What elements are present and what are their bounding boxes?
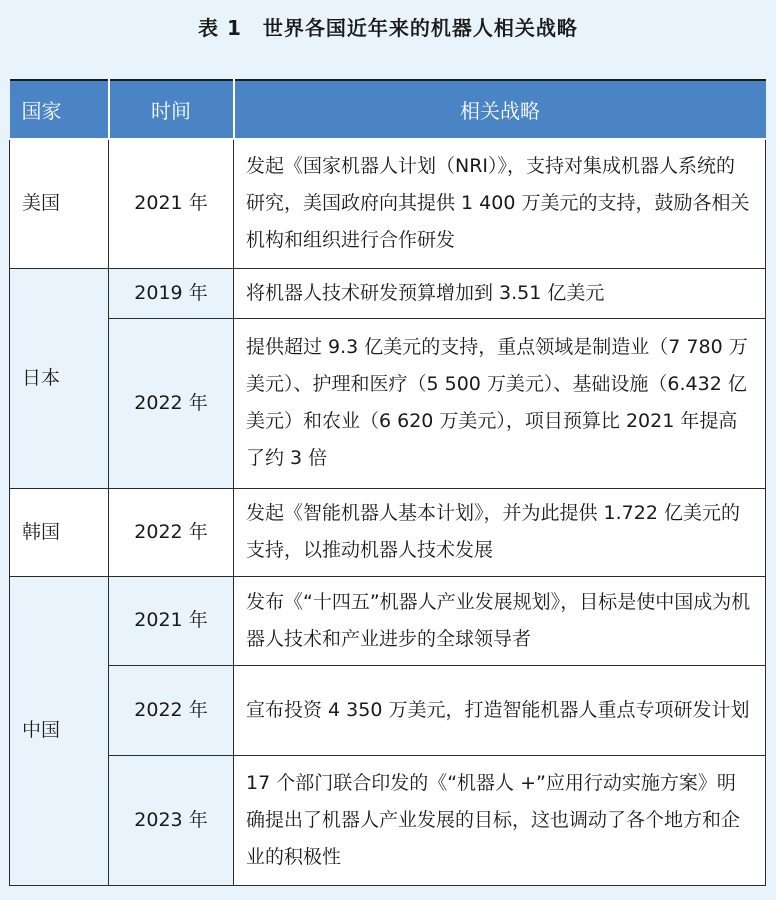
year-cell: 2023 年 [109,755,234,885]
strategy-cell: 发起《国家机器人计划（NRI）》，支持对集成机器人系统的研究，美国政府向其提供 1 400 万美元的支持，鼓励各相关机构和组织进行合作研发 [234,139,766,268]
table-row [10,755,766,885]
year-cell: 2021 年 [109,576,234,665]
header-strategy: 相关战略 [234,80,766,139]
table-row [10,665,766,755]
strategy-cell: 发布《“十四五”机器人产业发展规划》，目标是使中国成为机器人技术和产业进步的全球领导者 [234,576,766,665]
header-year: 时间 [109,80,234,139]
strategy-cell: 发起《智能机器人基本计划》，并为此提供 1.722 亿美元的支持，以推动机器人技术发展 [234,488,766,576]
year-cell: 2022 年 [109,665,234,755]
year-cell: 2022 年 [109,488,234,576]
table-row [10,139,766,268]
robot-strategy-table [9,79,766,886]
country-cell: 美国 [10,139,109,268]
strategy-cell: 宣布投资 4 350 万美元，打造智能机器人重点专项研发计划 [234,665,766,755]
year-cell: 2019 年 [109,268,234,318]
country-cell: 中国 [10,576,109,885]
strategy-cell: 提供超过 9.3 亿美元的支持，重点领域是制造业（7 780 万美元）、护理和医疗（5 500 万美元）、基础设施（6.432 亿美元）和农业（6 620 万美元），项目预算比 2021 年提高了约 3 倍 [234,318,766,488]
year-cell: 2022 年 [109,318,234,488]
country-cell: 韩国 [10,488,109,576]
year-cell: 2021 年 [109,139,234,268]
strategy-cell: 将机器人技术研发预算增加到 3.51 亿美元 [234,268,766,318]
table-row [10,318,766,488]
country-cell: 日本 [10,268,109,488]
table-caption: 表 1 世界各国近年来的机器人相关战略 [198,16,578,40]
table-row [10,576,766,665]
strategy-cell: 17 个部门联合印发的《“机器人 +”应用行动实施方案》明确提出了机器人产业发展的目标，这也调动了各个地方和企业的积极性 [234,755,766,885]
table-header-row [10,80,766,139]
header-country: 国家 [10,80,109,139]
table-row [10,488,766,576]
table-row [10,268,766,318]
